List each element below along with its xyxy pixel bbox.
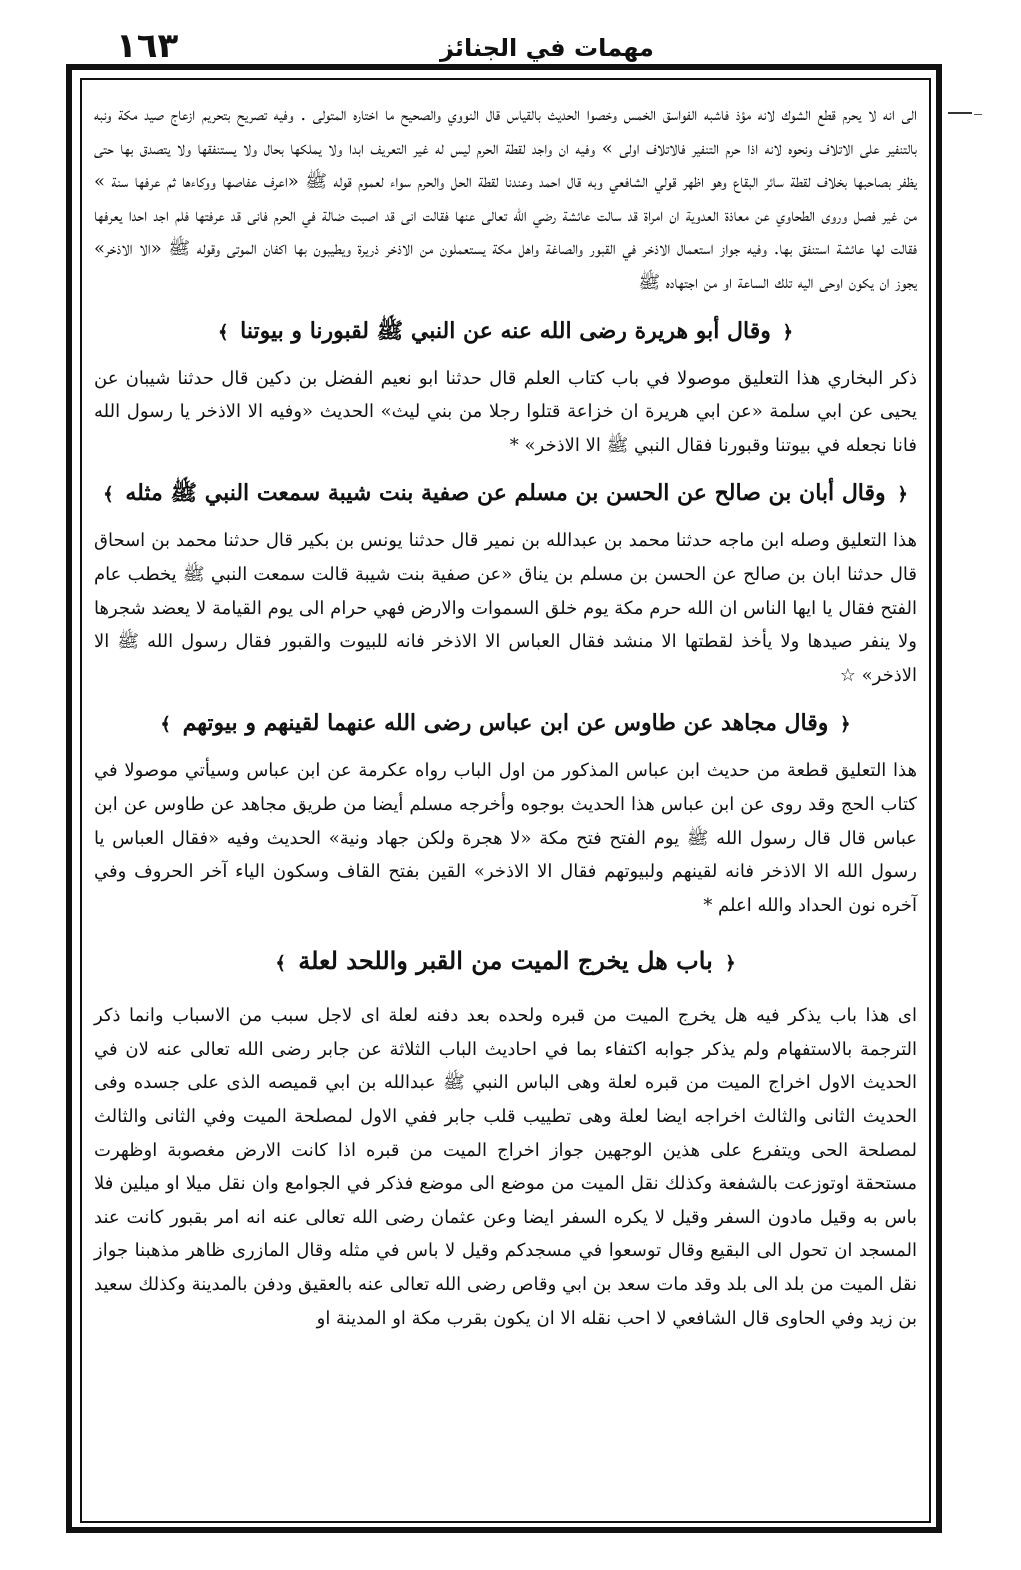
paragraph: هذا التعليق وصله ابن ماجه حدثنا محمد بن عبدالله بن نمير قال حدثنا يونس بن بكير قال حدثنا محمد بن اسحاق قال حدثنا ابان بن صالح عن الحسن بن مسلم بن يناق «عن صفية بنت شيبة قالت سمعت النبي ﷺ يخطب عام الفتح فقال يا ايها الناس ان الله حرم مكة يوم خلق السموات والارض فهي حرام الى يوم القيامة لا يعضد شجرها ولا ينفر صيدها ولا يأخذ لقطتها الا منشد فقال العباس الا الاذخر فانه للبيوت والقبور فقال رسول الله ﷺ الا الاذخر» ☆ (94, 530, 917, 686)
heading-text: وقال أبو هريرة رضى الله عنه عن النبي ﷺ لقبورنا و بيوتنا (240, 317, 771, 344)
section-heading (94, 468, 917, 520)
page-number: ١٦٣ (116, 26, 179, 66)
ornament-close: ﴾ (103, 484, 114, 506)
chapter-heading (94, 936, 917, 989)
ornament-open: ﴿ (782, 321, 794, 343)
heading-text: وقال مجاهد عن طاوس عن ابن عباس رضى الله عنهما لقينهم و بيوتهم (182, 710, 829, 737)
body-text (94, 98, 917, 1335)
heading-text: باب هل يخرج الميت من القبر واللحد لعلة (298, 946, 713, 976)
ornament-close: ﴾ (275, 953, 286, 975)
margin-mark (948, 112, 972, 114)
paragraph: هذا التعليق قطعة من حديث ابن عباس المذكور من اول الباب رواه عكرمة عن ابن عباس وسيأتي موصولا في كتاب الحج وقد روى عن ابن عباس هذا الحديث بوجوه وأخرجه مسلم أيضا من طريق مجاهد عن طاوس عن ابن عباس قال قال رسول الله ﷺ يوم الفتح فتح مكة «لا هجرة ولكن جهاد ونية» الحديث وفيه «فقال العباس يا رسول الله الا الاذخر فانه لقينهم ولبيوتهم فقال الا الاذخر» القين بفتح القاف وسكون الياء آخر الحروف وفي آخره نون الحداد والله اعلم * (94, 760, 917, 916)
ornament-open: ﴿ (725, 953, 736, 975)
margin-mark (974, 114, 982, 115)
ornament-close: ﴾ (217, 321, 229, 343)
heading-text: وقال أبان بن صالح عن الحسن بن مسلم عن صفية بنت شيبة سمعت النبي ﷺ مثله (125, 480, 886, 507)
section-heading (94, 306, 917, 358)
ornament-open: ﴿ (897, 484, 908, 506)
ornament-open: ﴿ (840, 714, 851, 736)
ornament-close: ﴾ (160, 714, 171, 736)
page-frame-inner (80, 78, 931, 1523)
paragraph: اى هذا باب يذكر فيه هل يخرج الميت من قبره ولحده بعد دفنه لعلة اى لاجل سبب من الاسباب وانما ذكر الترجمة بالاستفهام ولم يذكر جوابه اكتفاء بما في احاديث الباب الثلاثة عن جابر رضى الله تعالى عنه لان في الحديث الاول اخراج الميت من قبره لعلة وهى الباس النبي ﷺ عبدالله بن ابي قميصه الذى على جسده وفى الحديث الثانى والثالث اخراجه ايضا لعلة وهى تطييب قلب جابر ففي الاول لمصلحة الميت وفي الثانى والثالث لمصلحة الحى ويتفرع على هذين الوجهين جواز اخراج الميت من قبره اذا كانت الارض مغصوبة اوظهرت مستحقة اوتوزعت بالشفعة وكذلك نقل الميت من موضع الى موضع فذكر في الجوامع وان نقل ميلا او ميلين فلا باس به وقيل مادون السفر وقيل لا يكره السفر ايضا وعن عثمان رضى الله تعالى عنه انه امر بقبور كانت عند المسجد ان تحول الى البقيع وقال توسعوا في مسجدكم وقيل لا باس في مثله وقال المازرى ظاهر مذهبنا جواز نقل الميت من بلد الى بلد وقد مات سعد بن ابي وقاص رضى الله تعالى عنه بالعقيق ودفن بالمدينة وكذلك سعيد بن زيد وفي الحاوى قال الشافعي لا احب نقله الا ان يكون بقرب مكة او المدينة او (94, 1005, 917, 1329)
section-heading (94, 698, 917, 750)
running-title: مهمات في الجنائز (440, 34, 654, 62)
paragraph: الى انه لا يحرم قطع الشوك لانه مؤذ فاشبه الفواسق الخمس وخصوا الحديث بالقياس قال النووي والصحيح ما اختاره المتولى . وفيه تصريح بتحريم ازعاج صيد مكة ونبه بالتنفير على الاتلاف ونحوه لانه اذا حرم التنفير فالاتلاف اولى » وفيه ان واجد لقطة الحرم ليس له غير التعريف ابدا ولا يملكها بحال ولا يستنفقها ولا يتصدق بها حتى يظفر بصاحبها بخلاف لقطة سائر البقاع وهو اظهر قولي الشافعي وبه قال احمد وعندنا لقطة الحل والحرم سواء لعموم قوله ﷺ «اعرف عفاصها ووكاءها ثم عرفها سنة » من غير فصل وروى الطحاوي عن معاذة العدوية ان امراة قد سالت عائشة رضي الله تعالى عنها فقالت انى قد اصبت ضالة في الحرم فانى قد عرفتها فلم اجد احدا يعرفها فقالت لها عائشة استنفق بها. وفيه جواز استعمال الاذخر في القبور والصاغة واهل مكة يستعملون من الاذخر ذريرة ويطيبون بها اكفان الموتى وقوله ﷺ «الا الاذخر» يجوز ان يكون اوحى اليه تلك الساعة او من اجتهاده ﷺ (94, 104, 917, 293)
page-header (0, 0, 1021, 66)
paragraph: ذكر البخاري هذا التعليق موصولا في باب كتاب العلم قال حدثنا ابو نعيم الفضل بن دكين قال حدثنا شيبان عن يحيى عن ابي سلمة «عن ابي هريرة ان خزاعة قتلوا رجلا من بني ليث» الحديث «وفيه الا الاذخر يا رسول الله فانا نجعله في بيوتنا وقبورنا فقال النبي ﷺ الا الاذخر» * (94, 367, 917, 456)
